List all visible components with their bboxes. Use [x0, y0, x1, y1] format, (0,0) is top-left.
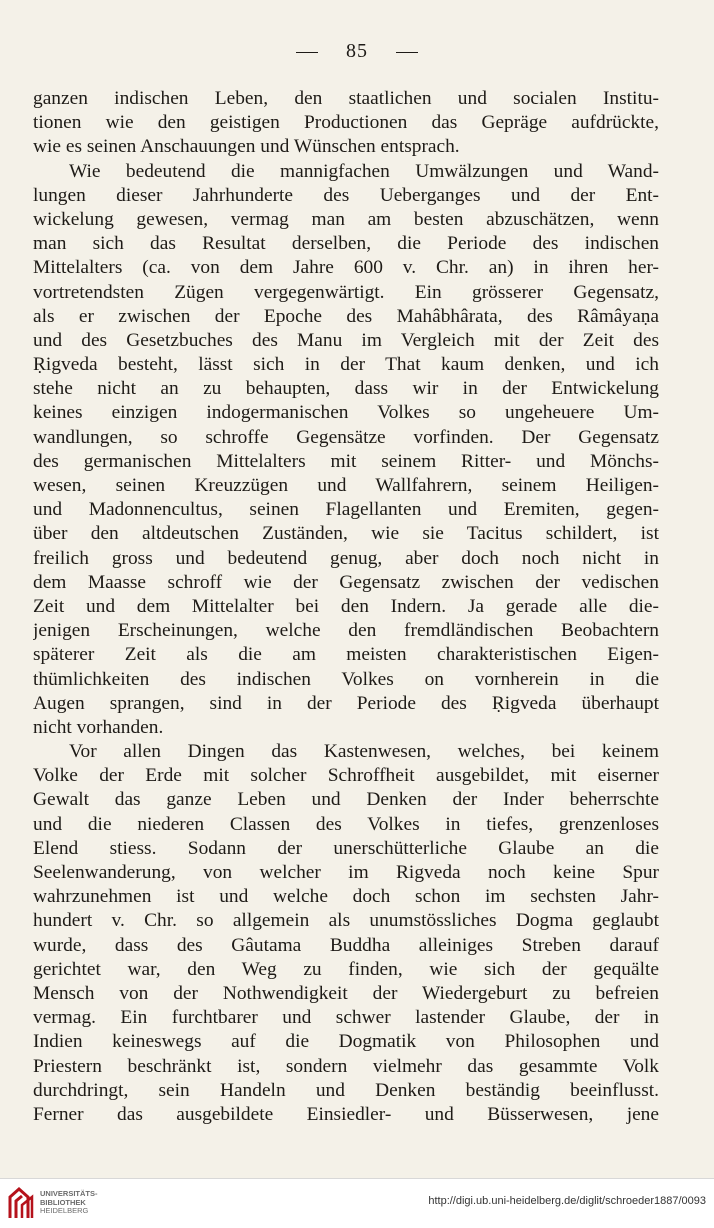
text-line: als er zwischen der Epoche des Mahâbhârata, des Râmâyaṇa [33, 305, 659, 327]
text-line: jenigen Erscheinungen, welche den fremdländischen Beobachtern [33, 620, 659, 642]
text-line: und des Gesetzbuches des Manu im Vergleich mit der Zeit des [33, 329, 659, 351]
page-number [0, 40, 714, 63]
text-line: Gewalt das ganze Leben und Denken der Inder beherrschte [33, 789, 659, 811]
source-url-link[interactable]: http://digi.ub.uni-heidelberg.de/diglit/schroeder1887/0093 [428, 1195, 706, 1207]
text-line: lungen dieser Jahrhunderte des Ueberganges und der Ent- [33, 184, 659, 206]
text-line: dem Maasse schroff wie der Gegensatz zwischen der vedischen [33, 571, 659, 593]
text-line: tionen wie den geistigen Productionen das Gepräge aufdrückte, [33, 112, 659, 134]
library-name-line3: HEIDELBERG [40, 1206, 89, 1215]
text-line: man sich das Resultat derselben, die Periode des indischen [33, 233, 659, 255]
text-line: Priestern beschränkt ist, sondern vielmehr das gesammte Volk [33, 1055, 659, 1077]
library-name-line2: BIBLIOTHEK [40, 1197, 86, 1207]
body-text [33, 87, 659, 1127]
text-line: wurde, dass des Gâutama Buddha alleiniges Streben darauf [33, 934, 659, 956]
text-line: wie es seinen Anschauungen und Wünschen entsprach. [33, 136, 460, 158]
footer-bar [0, 1178, 714, 1228]
left-dash [296, 52, 318, 54]
library-logo-icon [6, 1185, 36, 1221]
text-line: und Madonnencultus, seinen Flagellanten und Eremiten, gegen- [33, 499, 659, 521]
text-line: keines einzigen indogermanischen Volkes so ungeheuere Um- [33, 402, 659, 424]
right-dash [396, 52, 418, 54]
text-line: hundert v. Chr. so allgemein als unumstössliches Dogma geglaubt [33, 910, 659, 932]
text-line: stehe nicht an zu behaupten, dass wir in der Entwickelung [33, 378, 659, 400]
text-line: Wie bedeutend die mannigfachen Umwälzungen und Wand- [69, 160, 659, 182]
text-line: Vor allen Dingen das Kastenwesen, welches, bei keinem [69, 741, 659, 763]
text-line: Elend stiess. Sodann der unerschütterliche Glaube an die [33, 837, 659, 859]
text-line: wandlungen, so schroffe Gegensätze vorfinden. Der Gegensatz [33, 426, 659, 448]
text-line: über den altdeutschen Zuständen, wie sie Tacitus schildert, ist [33, 523, 659, 545]
library-name [40, 1190, 98, 1216]
text-line: vermag. Ein furchtbarer und schwer lastender Glaube, der in [33, 1007, 659, 1029]
text-line: Seelenwanderung, von welcher im Rigveda noch keine Spur [33, 862, 659, 883]
text-line: durchdringt, sein Handeln und Denken beständig beeinflusst. [33, 1079, 659, 1101]
text-line: Mensch von der Nothwendigkeit der Wiedergeburt zu befreien [33, 982, 659, 1004]
text-line: gerichtet war, den Weg zu finden, wie sich der gequälte [33, 958, 659, 980]
text-line: späterer Zeit als die am meisten charakteristischen Eigen- [33, 644, 659, 666]
text-line: vortretendsten Zügen vergegenwärtigt. Ein grösserer Gegensatz, [33, 281, 659, 303]
text-line: Zeit und dem Mittelalter bei den Indern. Ja gerade alle die- [33, 595, 659, 617]
text-line: nicht vorhanden. [33, 716, 164, 738]
text-line: Ṛigveda besteht, lässt sich in der That kaum denken, und ich [33, 354, 659, 376]
text-line: Indien keineswegs auf die Dogmatik von Philosophen und [33, 1031, 659, 1053]
text-line: wickelung gewesen, vermag man am besten abzuschätzen, wenn [33, 208, 659, 230]
text-line: freilich gross und bedeutend genug, aber doch noch nicht in [33, 547, 659, 569]
text-line: thümlichkeiten des indischen Volkes on vornherein in die [33, 668, 659, 690]
text-line: wahrzunehmen ist und welche doch schon im sechsten Jahr- [33, 886, 659, 908]
text-line: und die niederen Classen des Volkes in tiefes, grenzenloses [33, 813, 659, 835]
text-line: Volke der Erde mit solcher Schroffheit ausgebildet, mit eiserner [33, 765, 659, 787]
library-name-line1: UNIVERSITÄTS- [40, 1189, 98, 1198]
text-line: des germanischen Mittelalters mit seinem Ritter- und Mönchs- [33, 450, 659, 472]
text-line: wesen, seinen Kreuzzügen und Wallfahrern, seinem Heiligen- [33, 475, 659, 496]
text-line: Mittelalters (ca. von dem Jahre 600 v. Chr. an) in ihren her- [33, 257, 659, 279]
text-line: ganzen indischen Leben, den staatlichen und socialen Institu- [33, 88, 659, 109]
text-line: Augen sprangen, sind in der Periode des Ṛigveda überhaupt [33, 692, 659, 714]
text-line: Ferner das ausgebildete Einsiedler- und Büsserwesen, jene [33, 1103, 659, 1125]
page-number-value: 85 [346, 40, 368, 62]
